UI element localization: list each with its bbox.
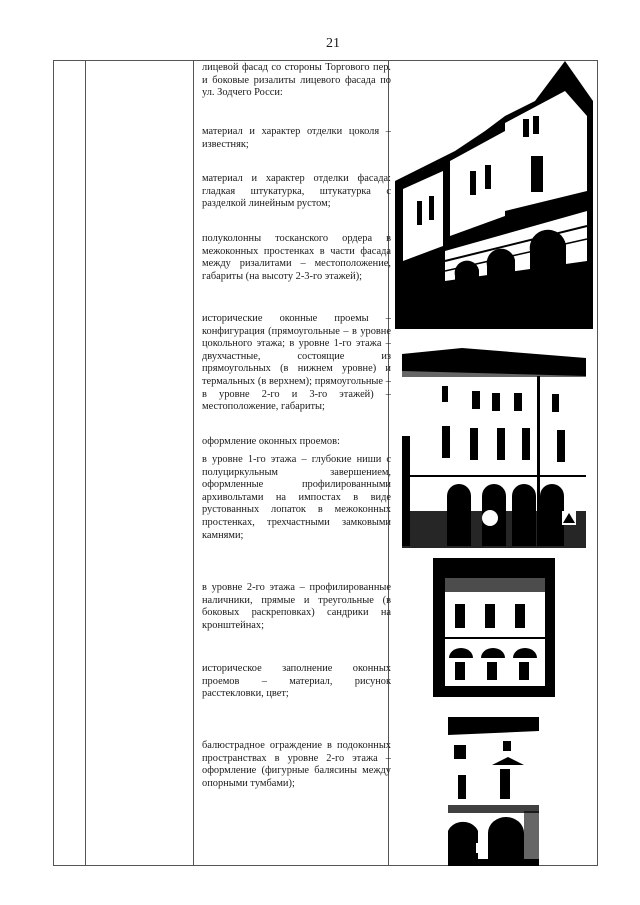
page-number: 21 [326,36,340,51]
description-column [199,61,391,865]
paragraph-window-openings: исторические оконные проемы – конфигурация (прямоугольные – в уровне цокольного этажа; в уровне 1-го этажа – двухчастные, состоящие из прямоугольных (в нижнем уровне) и термальных (в верхнем); прямоугольные – в уровне 2-го и 3-го этажей) – местоположение, габариты; [202,313,391,413]
paragraph-first-floor-niches: в уровне 1-го этажа – глубокие ниши с полуциркульным завершением, оформленные профилированными архивольтами на импостах в виде рустованных лопаток в межоконных простенках, трехчастными замковыми камнями; [202,454,391,541]
paragraph-facade-intro: лицевой фасад со стороны Торгового пер. и боковые ризалиты лицевого фасада по ул. Зодчего Росси: [202,62,391,99]
paragraph-window-decoration-heading: оформление оконных проемов: [202,436,340,447]
paragraph-facade-finish: материал и характер отделки фасада: гладкая штукатурка, штукатурка с разделкой линейным рустом; [202,173,391,210]
building-photo-icon [395,61,593,329]
facade-photo-bay [433,558,555,697]
monument-subject-table [53,60,598,866]
paragraph-half-columns: полуколонны тосканского ордера в межоконных простенках в части фасада между ризалитами – местоположение, габариты (на высоту 2-3-го этажей); [202,233,391,282]
facade-photo-corner [448,711,539,866]
paragraph-window-fill: историческое заполнение оконных проемов – материал, рисунок расстекловки, цвет; [202,663,391,700]
column-divider-1 [85,61,86,865]
facade-photo-street [402,346,586,548]
paragraph-balustrade: балюстрадное ограждение в подоконных пространствах в уровне 2-го этажа – оформление (фигурные балясины между опорными тумбами); [202,740,391,789]
column-divider-2 [193,61,194,865]
facade-photo-perspective [395,61,593,329]
building-photo-icon [402,346,586,548]
paragraph-plinth-material: материал и характер отделки цоколя – известняк; [202,126,391,150]
building-photo-icon [448,711,539,866]
building-photo-icon [433,558,555,697]
paragraph-second-floor-surrounds: в уровне 2-го этажа – профилированные наличники, прямые и треугольные (в боковых раскреповках) сандрики на кронштейнах; [202,582,391,631]
